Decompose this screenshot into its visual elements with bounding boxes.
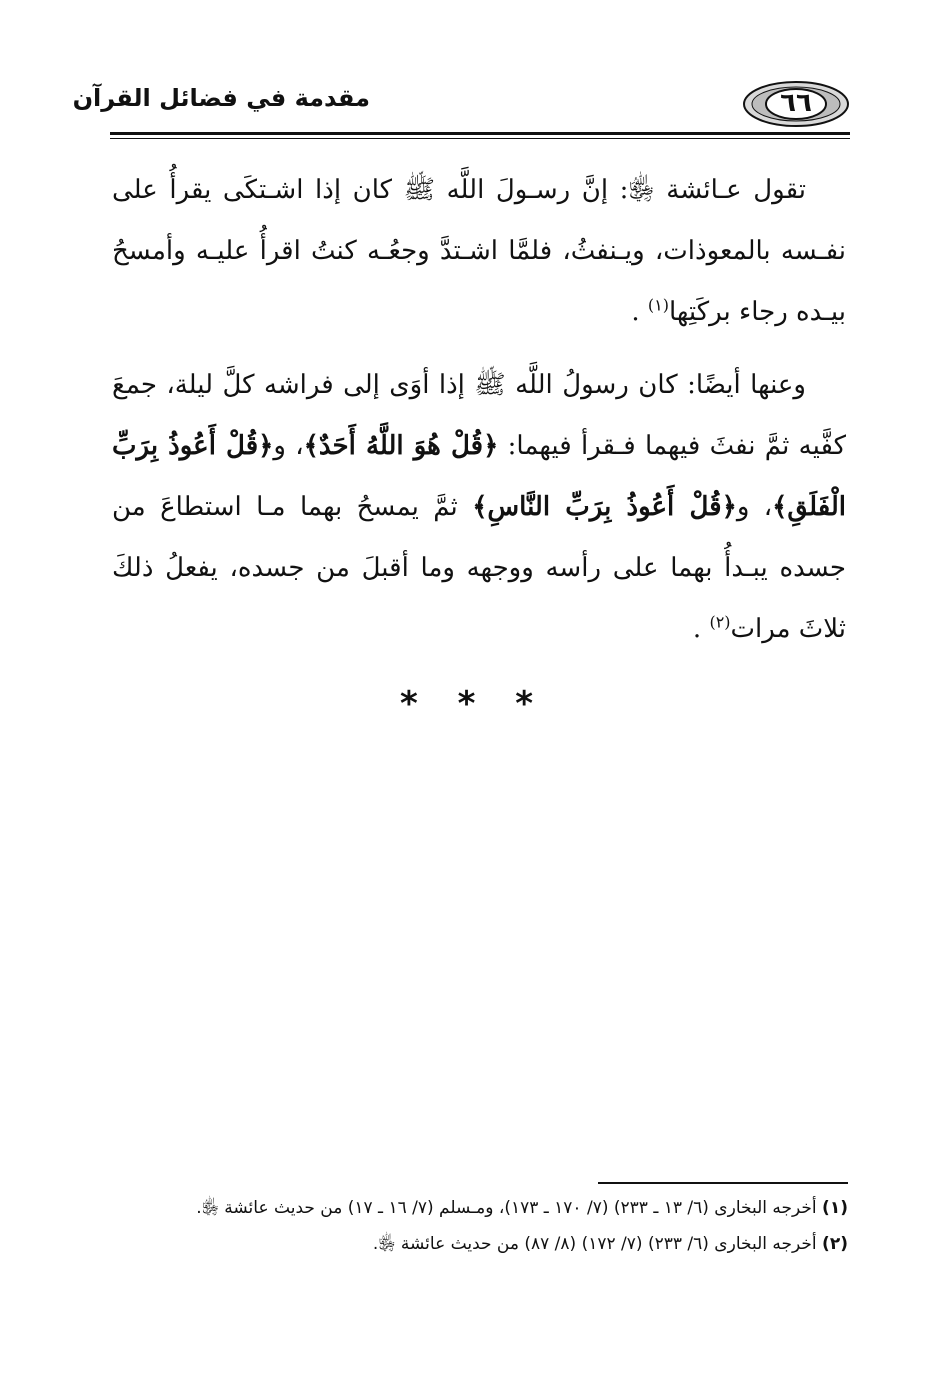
paragraph-2-text-start: وعنها أيضًا: كان رسولُ اللَّه ﷺ إذا أوَى إلى فراشه كلَّ ليلة، جمعَ كفَّيه ثمَّ نفثَ فيهما فـقرأ فيهما: [112,370,846,461]
paragraph-2-text-end: ثمَّ يمسحُ بهما مـا استطاعَ من جسده يبـدأُ بهما على رأسه ووجهه وما أقبلَ من جسده، يفعلُ ذلكَ ثلاثَ مرات [112,492,846,644]
footnote-2 [112,1226,848,1262]
quran-verse-falaq: ﴿قُلْ أَعُوذُ بِرَبِّ الْفَلَقِ﴾ [112,431,846,522]
page-header [72,80,850,140]
paragraph-1-text: تقول عـائشة ﵂: إنَّ رسـولَ اللَّه ﷺ كان إذا اشـتكَى يقرأُ على نفـسه بالمعوذات، ويـنفثُ، فلمَّا اشـتدَّ وجعُـه كنتُ اقرأُ عليـه وأمسحُ بيـده رجاء بركَتِها [112,175,846,327]
footnote-1 [112,1190,848,1226]
page-number-badge [742,80,850,128]
footnote-number: (٢) [822,1234,848,1254]
quran-verse-nas: ﴿قُلْ أَعُوذُ بِرَبِّ النَّاسِ﴾ [472,492,737,522]
footnote-text: أخرجه البخارى (٦/ ١٣ ـ ٢٣٣) (٧/ ١٧٠ ـ ١٧٣)، ومـسلم (٧/ ١٦ ـ ١٧) من حديث عائشة ﵂. [196,1198,823,1218]
footnote-ref-2: (٢) [709,612,731,632]
footnote-rule [598,1182,848,1184]
paragraph-1 [112,160,846,343]
paragraph-2-end: . [692,614,710,644]
section-separator: * * * [399,684,547,724]
footnote-ref-1: (١) [647,295,669,315]
paragraph-1-end: . [631,297,648,327]
running-title: مقدمة في فضائل القرآن [72,84,370,112]
header-rule-thick [110,132,850,135]
quran-verse-ikhlas: ﴿قُلْ هُوَ اللَّهُ أَحَدٌ﴾ [303,431,499,461]
footnotes [112,1190,848,1262]
main-text [112,160,846,660]
page-number: ٦٦ [780,88,812,118]
paragraph-2 [112,355,846,660]
verse-separator-1: ، و [273,431,304,461]
footnote-number: (١) [822,1198,848,1218]
header-rule-thin [110,138,850,139]
footnote-text: أخرجه البخارى (٦/ ٢٣٣) (٧/ ١٧٢) (٨/ ٨٧) من حديث عائشة ﵂. [372,1234,823,1254]
verse-separator-2: ، و [736,492,773,522]
